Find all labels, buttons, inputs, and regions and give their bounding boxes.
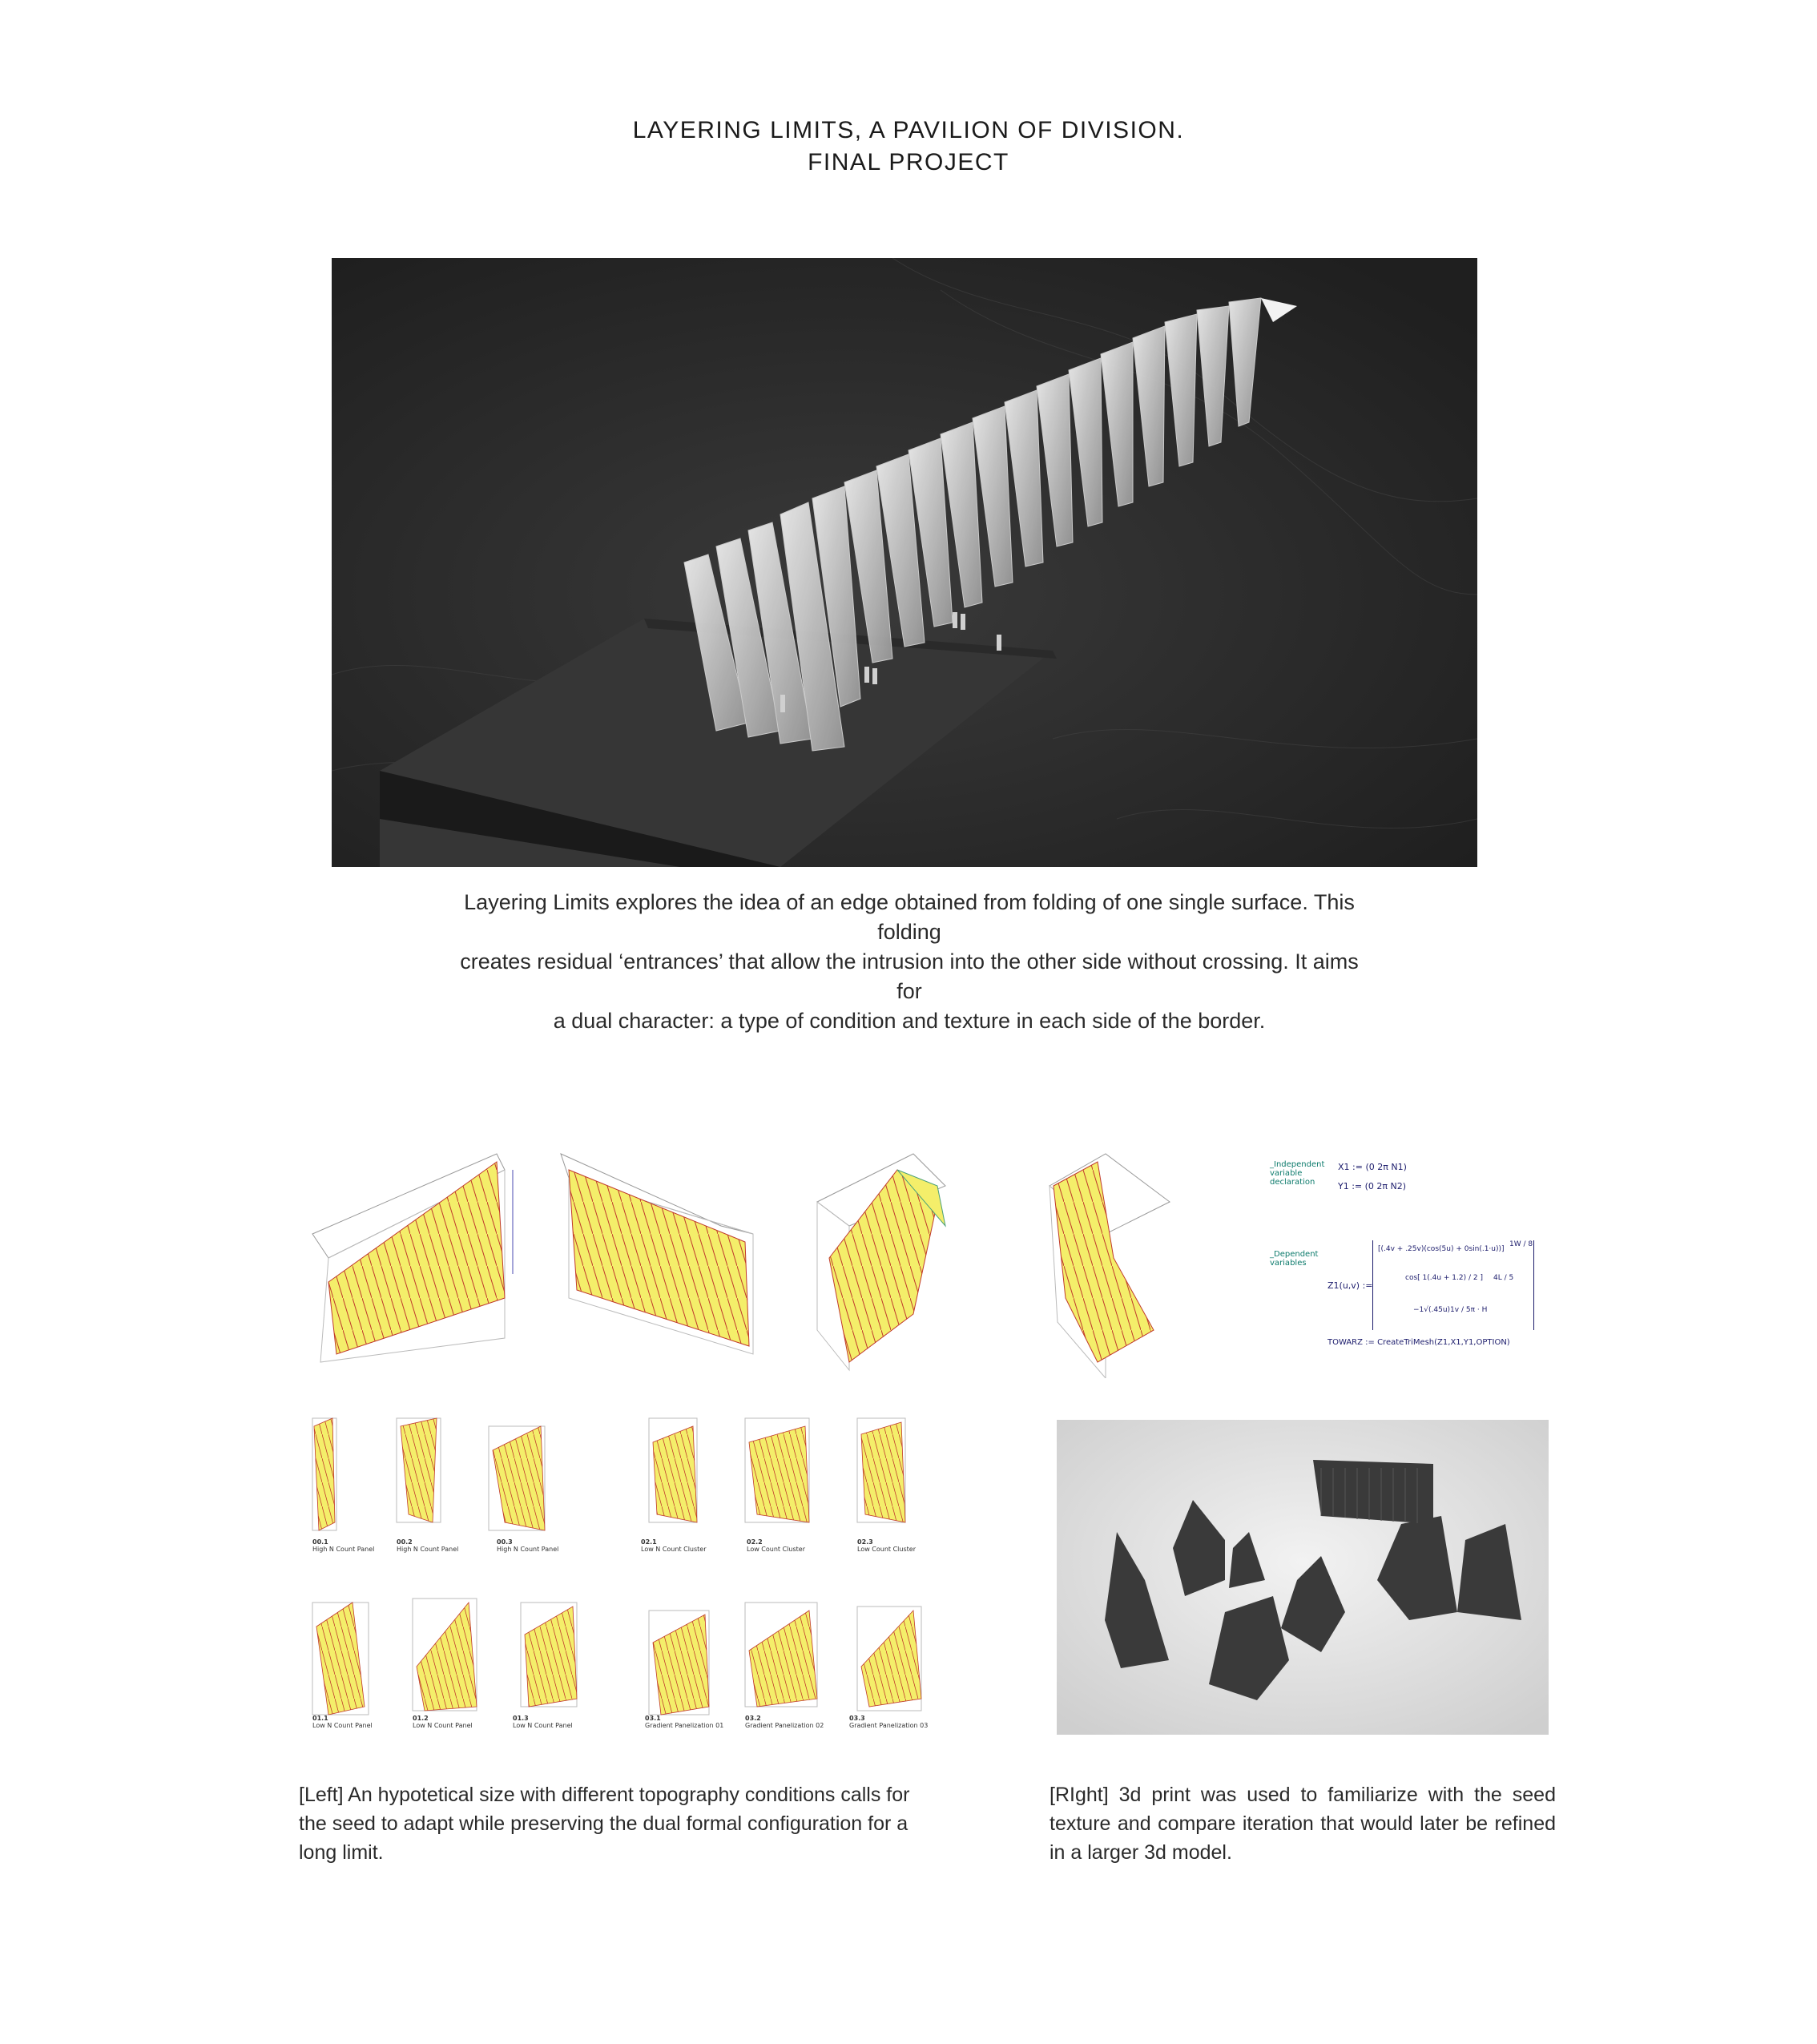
independent-label: _Independent variable declaration xyxy=(1270,1160,1325,1187)
pavilion-render-icon xyxy=(332,258,1477,867)
plot-large-1 xyxy=(312,1154,513,1362)
pavilion-render xyxy=(332,258,1477,867)
plot-grid xyxy=(296,1410,953,1747)
caption-right: [RIght] 3d print was used to familiarize with the seed texture and compare iteration that would later be refined in a larger 3d model. xyxy=(1050,1784,1556,1864)
intro-line-3: a dual character: a type of condition and texture in each side of the border. xyxy=(553,1009,1266,1033)
equation-row-1-exp: 1W / 8 xyxy=(1509,1240,1533,1248)
plot-label-03-3: 03.3 Gradient Panelization 03 xyxy=(849,1715,929,1729)
plot-label-00-1: 00.1 High N Count Panel xyxy=(312,1538,375,1553)
plot-label-03-1: 03.1 Gradient Panelization 01 xyxy=(645,1715,724,1729)
intro-line-2: creates residual ‘entrances’ that allow the intrusion into the other side without crossing. It aims for xyxy=(460,949,1359,1003)
plot-large-3 xyxy=(817,1154,945,1370)
equation-z1-lhs: Z1(u,v) := xyxy=(1327,1280,1373,1291)
plot-label-03-2: 03.2 Gradient Panelization 02 xyxy=(745,1715,824,1729)
plot-label-01-2: 01.2 Low N Count Panel xyxy=(413,1715,473,1729)
equation-row-2-exp: 4L / 5 xyxy=(1493,1274,1514,1282)
equation-matrix xyxy=(1372,1240,1534,1330)
equation-towarz: TOWARZ := CreateTriMesh(Z1,X1,Y1,OPTION) xyxy=(1327,1338,1510,1347)
plot-label-01-1: 01.1 Low N Count Panel xyxy=(312,1715,373,1729)
plot-label-02-3: 02.3 Low Count Cluster xyxy=(857,1538,916,1553)
page-title: LAYERING LIMITS, A PAVILION OF DIVISION. xyxy=(632,117,1185,143)
plot-label-00-2: 00.2 High N Count Panel xyxy=(397,1538,459,1553)
equation-x1: X1 := (0 2π N1) xyxy=(1338,1162,1407,1172)
plot-large-2 xyxy=(561,1154,753,1354)
3d-print-photo xyxy=(1057,1420,1549,1735)
plot-grid-icon xyxy=(296,1410,953,1747)
page-subtitle: FINAL PROJECT xyxy=(808,149,1009,175)
plot-label-02-1: 02.1 Low N Count Cluster xyxy=(641,1538,707,1553)
3d-print-models-photo-icon xyxy=(1057,1420,1549,1735)
intro-caption xyxy=(449,888,1370,1036)
plot-label-01-3: 01.3 Low N Count Panel xyxy=(513,1715,573,1729)
equation-row-3: −1√(.45u)1v / 5π · H xyxy=(1413,1306,1488,1314)
intro-line-1: Layering Limits explores the idea of an edge obtained from folding of one single surface. This folding xyxy=(464,890,1355,944)
caption-left: [Left] An hypotetical size with different topography conditions calls for the seed to adapt while preserving the dual formal configuration for a long limit. xyxy=(299,1784,910,1864)
plot-large-4 xyxy=(1050,1154,1170,1378)
equations-block xyxy=(1270,1160,1542,1353)
plot-label-02-2: 02.2 Low Count Cluster xyxy=(747,1538,805,1553)
equation-row-1: [(.4v + .25v)(cos(5u) + 0sin(.1·u))] xyxy=(1378,1245,1505,1253)
dependent-label: _Dependent variables xyxy=(1270,1250,1319,1268)
plot-label-00-3: 00.3 High N Count Panel xyxy=(497,1538,559,1553)
equation-y1: Y1 := (0 2π N2) xyxy=(1338,1181,1407,1191)
equation-row-2: cos[ 1(.4u + 1.2) / 2 ] xyxy=(1405,1274,1483,1282)
